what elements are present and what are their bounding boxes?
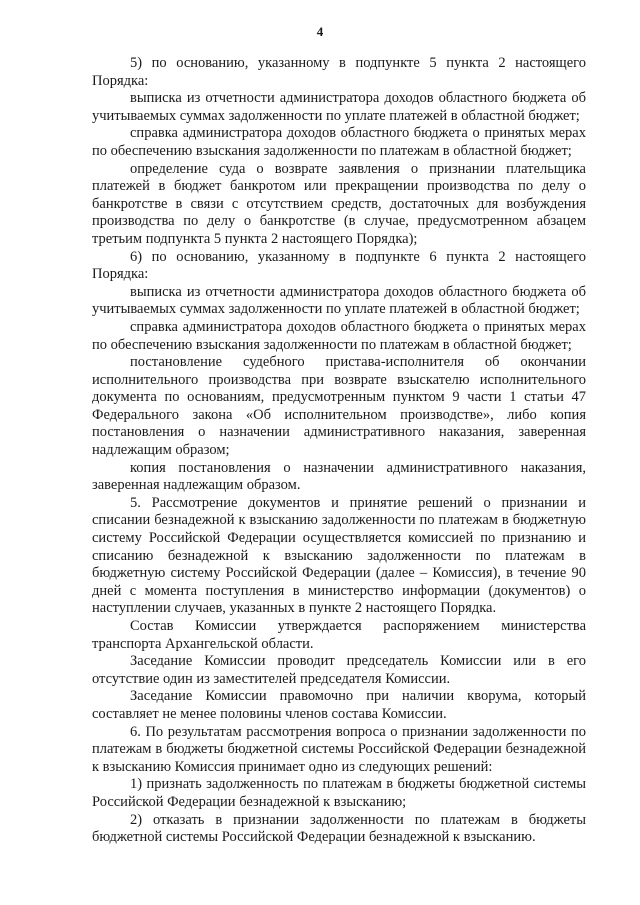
page-number: 4 xyxy=(316,24,324,39)
paragraph-commission-composition: Состав Комиссии утверждается распоряжением министерства транспорта Архангельской области. xyxy=(92,618,586,652)
paragraph-quorum: Заседание Комиссии правомочно при наличии кворума, который составляет не менее половины членов состава Комиссии. xyxy=(92,688,586,722)
paragraph-report-extract-2: выписка из отчетности администратора доходов областного бюджета об учитываемых суммах задолженности по уплате платежей в областной бюджет; xyxy=(92,283,586,318)
paragraph-section-6: 6. По результатам рассмотрения вопроса о признании задолженности по платежам в бюджеты бюджетной системы Российской Федерации безнадежной к взысканию Комиссия принимает одно из следующих решений: xyxy=(92,723,586,775)
paragraph-decision-1: 1) признать задолженность по платежам в бюджеты бюджетной системы Российской Федерации безнадежной к взысканию; xyxy=(92,776,586,810)
paragraph-court-ruling: определение суда о возврате заявления о признании плательщика платежей в бюджет банкротом или прекращении производства по делу о банкротстве в связи с отсутствием средств, достаточных для возбуждения производства по делу о банкротстве (в случае, предусмотренном абзацем третьим подпункта 5 пункта 2 настоящего Порядка); xyxy=(92,160,586,247)
paragraph-report-extract: выписка из отчетности администратора доходов областного бюджета об учитываемых суммах задолженности по уплате платежей в областной бюджет; xyxy=(92,90,586,124)
document-body xyxy=(92,55,586,847)
paragraph-measures-certificate-2: справка администратора доходов областного бюджета о принятых мерах по обеспечению взыскания задолженности по платежам в областной бюджет; xyxy=(92,318,586,353)
paragraph-bailiff-resolution: постановление судебного пристава-исполнителя об окончании исполнительного производства при возврате взыскателю исполнительного документа по основаниям, предусмотренным пунктом 9 части 1 статьи 47 Федерального закона «Об исполнительном производстве», либо копия постановления о назначении административного наказания, заверенная надлежащим образом; xyxy=(92,354,586,459)
paragraph-basis-6: 6) по основанию, указанному в подпункте 6 пункта 2 настоящего Порядка: xyxy=(92,248,586,283)
paragraph-penalty-copy: копия постановления о назначении административного наказания, заверенная надлежащим образом. xyxy=(92,459,586,494)
paragraph-commission-chair: Заседание Комиссии проводит председатель Комиссии или в его отсутствие один из заместителей председателя Комиссии. xyxy=(92,653,586,687)
paragraph-basis-5: 5) по основанию, указанному в подпункте 5 пункта 2 настоящего Порядка: xyxy=(92,55,586,89)
paragraph-decision-2: 2) отказать в признании задолженности по платежам в бюджеты бюджетной системы Российской Федерации безнадежной к взысканию. xyxy=(92,811,586,846)
paragraph-section-5: 5. Рассмотрение документов и принятие решений о признании и списании безнадежной к взысканию задолженности по платежам в бюджетную систему Российской Федерации осуществляется комиссией по признанию и списанию безнадежной к взысканию задолженности по платежам в бюджетную систему Российской Федерации (далее – Комиссия), в течение 90 дней с момента поступления в министерство информации (документов) о наступлении случаев, указанных в пункте 2 настоящего Порядка. xyxy=(92,494,586,617)
paragraph-measures-certificate: справка администратора доходов областного бюджета о принятых мерах по обеспечению взыскания задолженности по платежам в областной бюджет; xyxy=(92,125,586,159)
